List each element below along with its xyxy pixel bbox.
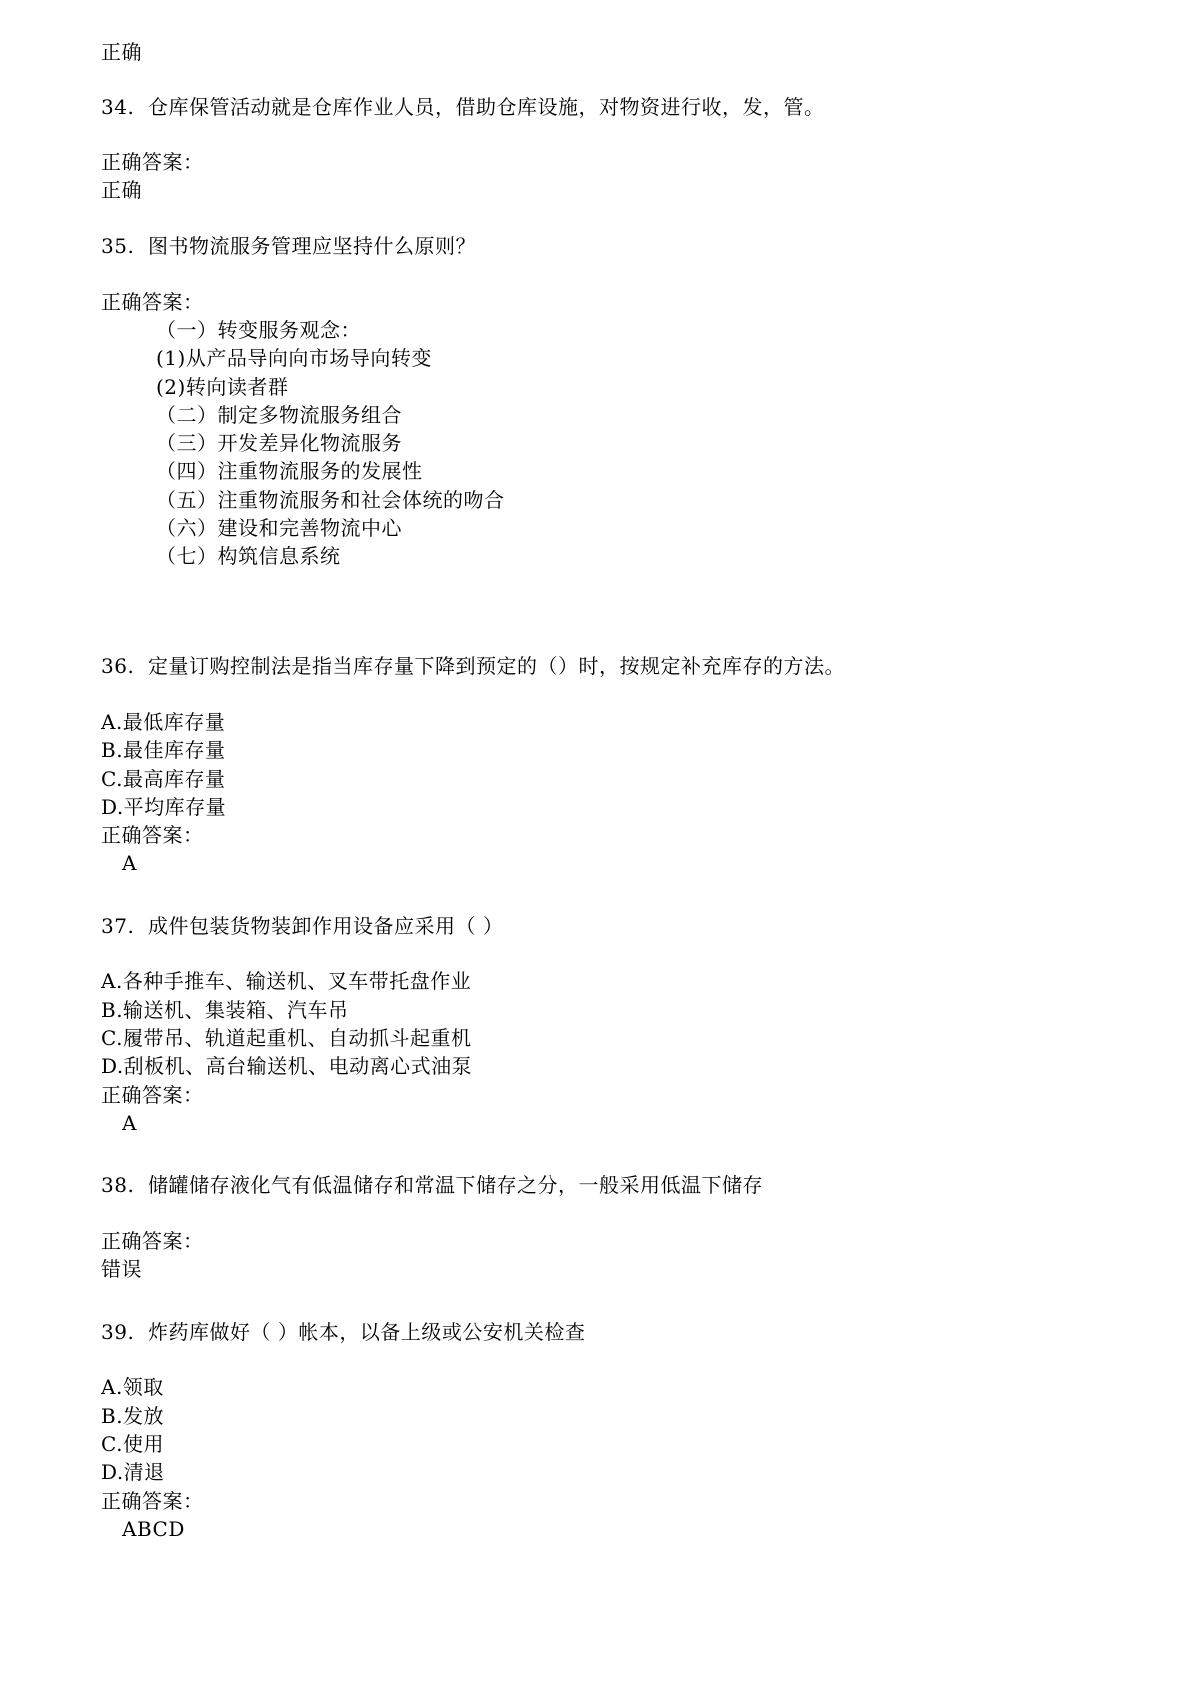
question-number: 36. bbox=[101, 654, 135, 678]
option-a: A.最低库存量 bbox=[101, 710, 226, 734]
question-number: 34. bbox=[101, 95, 135, 119]
question-36 bbox=[101, 656, 845, 676]
question-number: 35. bbox=[101, 234, 135, 258]
option-c: C.使用 bbox=[101, 1432, 164, 1456]
answer-label-36: 正确答案： bbox=[101, 823, 204, 847]
question-text: 图书物流服务管理应坚持什么原则？ bbox=[148, 234, 477, 258]
answer-label-38: 正确答案： bbox=[101, 1229, 204, 1253]
answer-line: （三）开发差异化物流服务 bbox=[156, 431, 402, 455]
question-39 bbox=[101, 1322, 585, 1342]
question-34 bbox=[101, 97, 825, 117]
answer-label-37: 正确答案： bbox=[101, 1083, 204, 1107]
option-c: C.最高库存量 bbox=[101, 767, 226, 791]
answer-line: （六）建设和完善物流中心 bbox=[156, 516, 402, 540]
answer-38: 错误 bbox=[101, 1257, 142, 1281]
answer-line: （五）注重物流服务和社会体统的吻合 bbox=[156, 488, 505, 512]
answer-label-39: 正确答案： bbox=[101, 1489, 204, 1513]
option-c: C.履带吊、轨道起重机、自动抓斗起重机 bbox=[101, 1026, 472, 1050]
answer-label-35: 正确答案： bbox=[101, 290, 204, 314]
question-35 bbox=[101, 236, 476, 256]
option-d: D.平均库存量 bbox=[101, 795, 227, 819]
option-b: B.发放 bbox=[101, 1404, 165, 1428]
question-text: 定量订购控制法是指当库存量下降到预定的（）时，按规定补充库存的方法。 bbox=[148, 654, 846, 678]
question-text: 成件包装货物装卸作用设备应采用（ ） bbox=[148, 914, 504, 938]
answer-line: （一）转变服务观念： bbox=[156, 318, 361, 342]
answer-36: A bbox=[122, 851, 137, 875]
answer-label-34: 正确答案： bbox=[101, 150, 204, 174]
question-number: 37. bbox=[101, 914, 135, 938]
previous-question-answer: 正确 bbox=[101, 40, 142, 64]
answer-39: ABCD bbox=[122, 1517, 185, 1541]
answer-line: （七）构筑信息系统 bbox=[156, 544, 341, 568]
answer-line: (2)转向读者群 bbox=[156, 375, 289, 399]
answer-line: （四）注重物流服务的发展性 bbox=[156, 459, 423, 483]
question-text: 炸药库做好（ ）帐本，以备上级或公安机关检查 bbox=[148, 1320, 586, 1344]
answer-line: (1)从产品导向向市场导向转变 bbox=[156, 346, 432, 370]
question-text: 储罐储存液化气有低温储存和常温下储存之分，一般采用低温下储存 bbox=[148, 1173, 764, 1197]
question-number: 39. bbox=[101, 1320, 135, 1344]
option-b: B.输送机、集装箱、汽车吊 bbox=[101, 998, 349, 1022]
question-number: 38. bbox=[101, 1173, 135, 1197]
option-d: D.清退 bbox=[101, 1460, 165, 1484]
question-text: 仓库保管活动就是仓库作业人员，借助仓库设施，对物资进行收，发，管。 bbox=[148, 95, 825, 119]
option-a: A.各种手推车、输送机、叉车带托盘作业 bbox=[101, 969, 472, 993]
option-b: B.最佳库存量 bbox=[101, 738, 226, 762]
option-d: D.刮板机、高台输送机、电动离心式油泵 bbox=[101, 1054, 473, 1078]
question-38 bbox=[101, 1175, 763, 1195]
question-37 bbox=[101, 916, 503, 936]
option-a: A.领取 bbox=[101, 1375, 164, 1399]
answer-37: A bbox=[122, 1111, 137, 1135]
answer-34: 正确 bbox=[101, 178, 142, 202]
answer-line: （二）制定多物流服务组合 bbox=[156, 403, 402, 427]
